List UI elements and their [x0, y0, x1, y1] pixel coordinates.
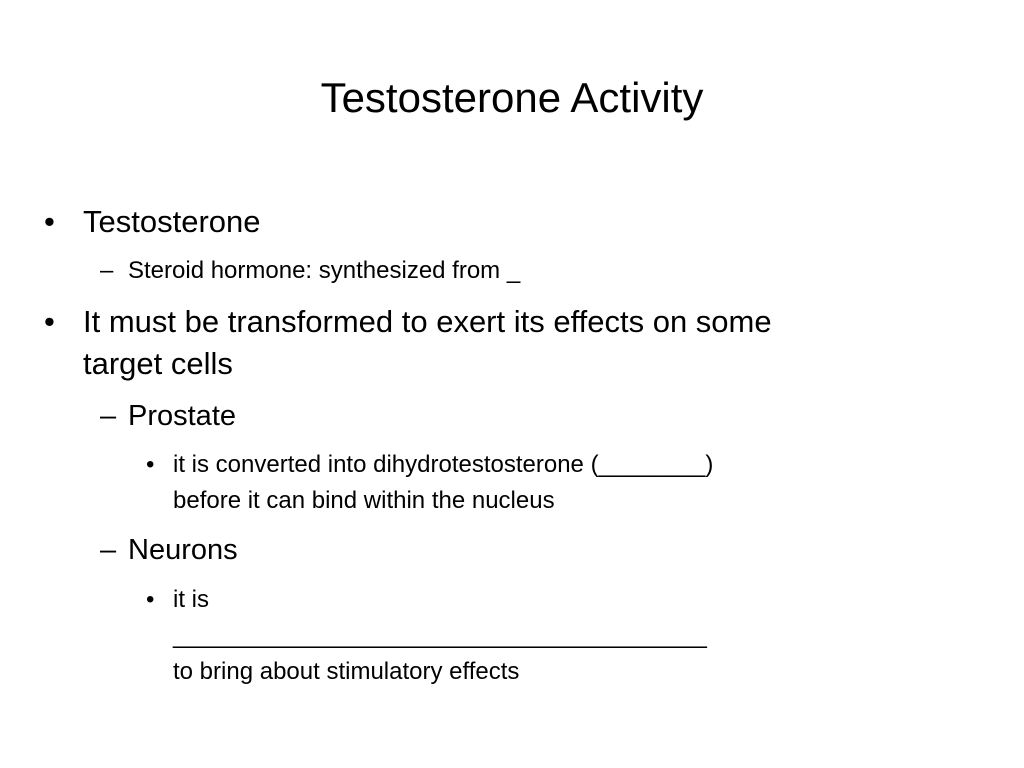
neurons-detail-line-3: to bring about stimulatory effects	[173, 658, 520, 685]
neurons-detail-line-1: it is	[173, 586, 209, 613]
bullet-marker: •	[146, 451, 155, 478]
neurons-blank-line: ________________________________________	[173, 622, 707, 649]
dash-marker: –	[100, 257, 114, 284]
dash-marker: –	[100, 534, 117, 566]
prostate-detail-line-1: it is converted into dihydrotestosterone (________)	[173, 451, 714, 478]
bullet-marker: •	[44, 304, 55, 339]
bullet-marker: •	[146, 586, 155, 613]
bullet-transformed-line-2: target cells	[83, 346, 233, 381]
subbullet-prostate: Prostate	[128, 400, 236, 432]
subbullet-steroid-hormone: Steroid hormone: synthesized from _	[128, 257, 521, 284]
subbullet-neurons: Neurons	[128, 534, 238, 566]
bullet-transformed-line-1: It must be transformed to exert its effects on some	[83, 304, 772, 339]
dash-marker: –	[100, 400, 117, 432]
bullet-testosterone: Testosterone	[83, 204, 261, 239]
bullet-marker: •	[44, 204, 55, 239]
slide-title: Testosterone Activity	[320, 74, 704, 121]
prostate-detail-line-2: before it can bind within the nucleus	[173, 487, 555, 514]
